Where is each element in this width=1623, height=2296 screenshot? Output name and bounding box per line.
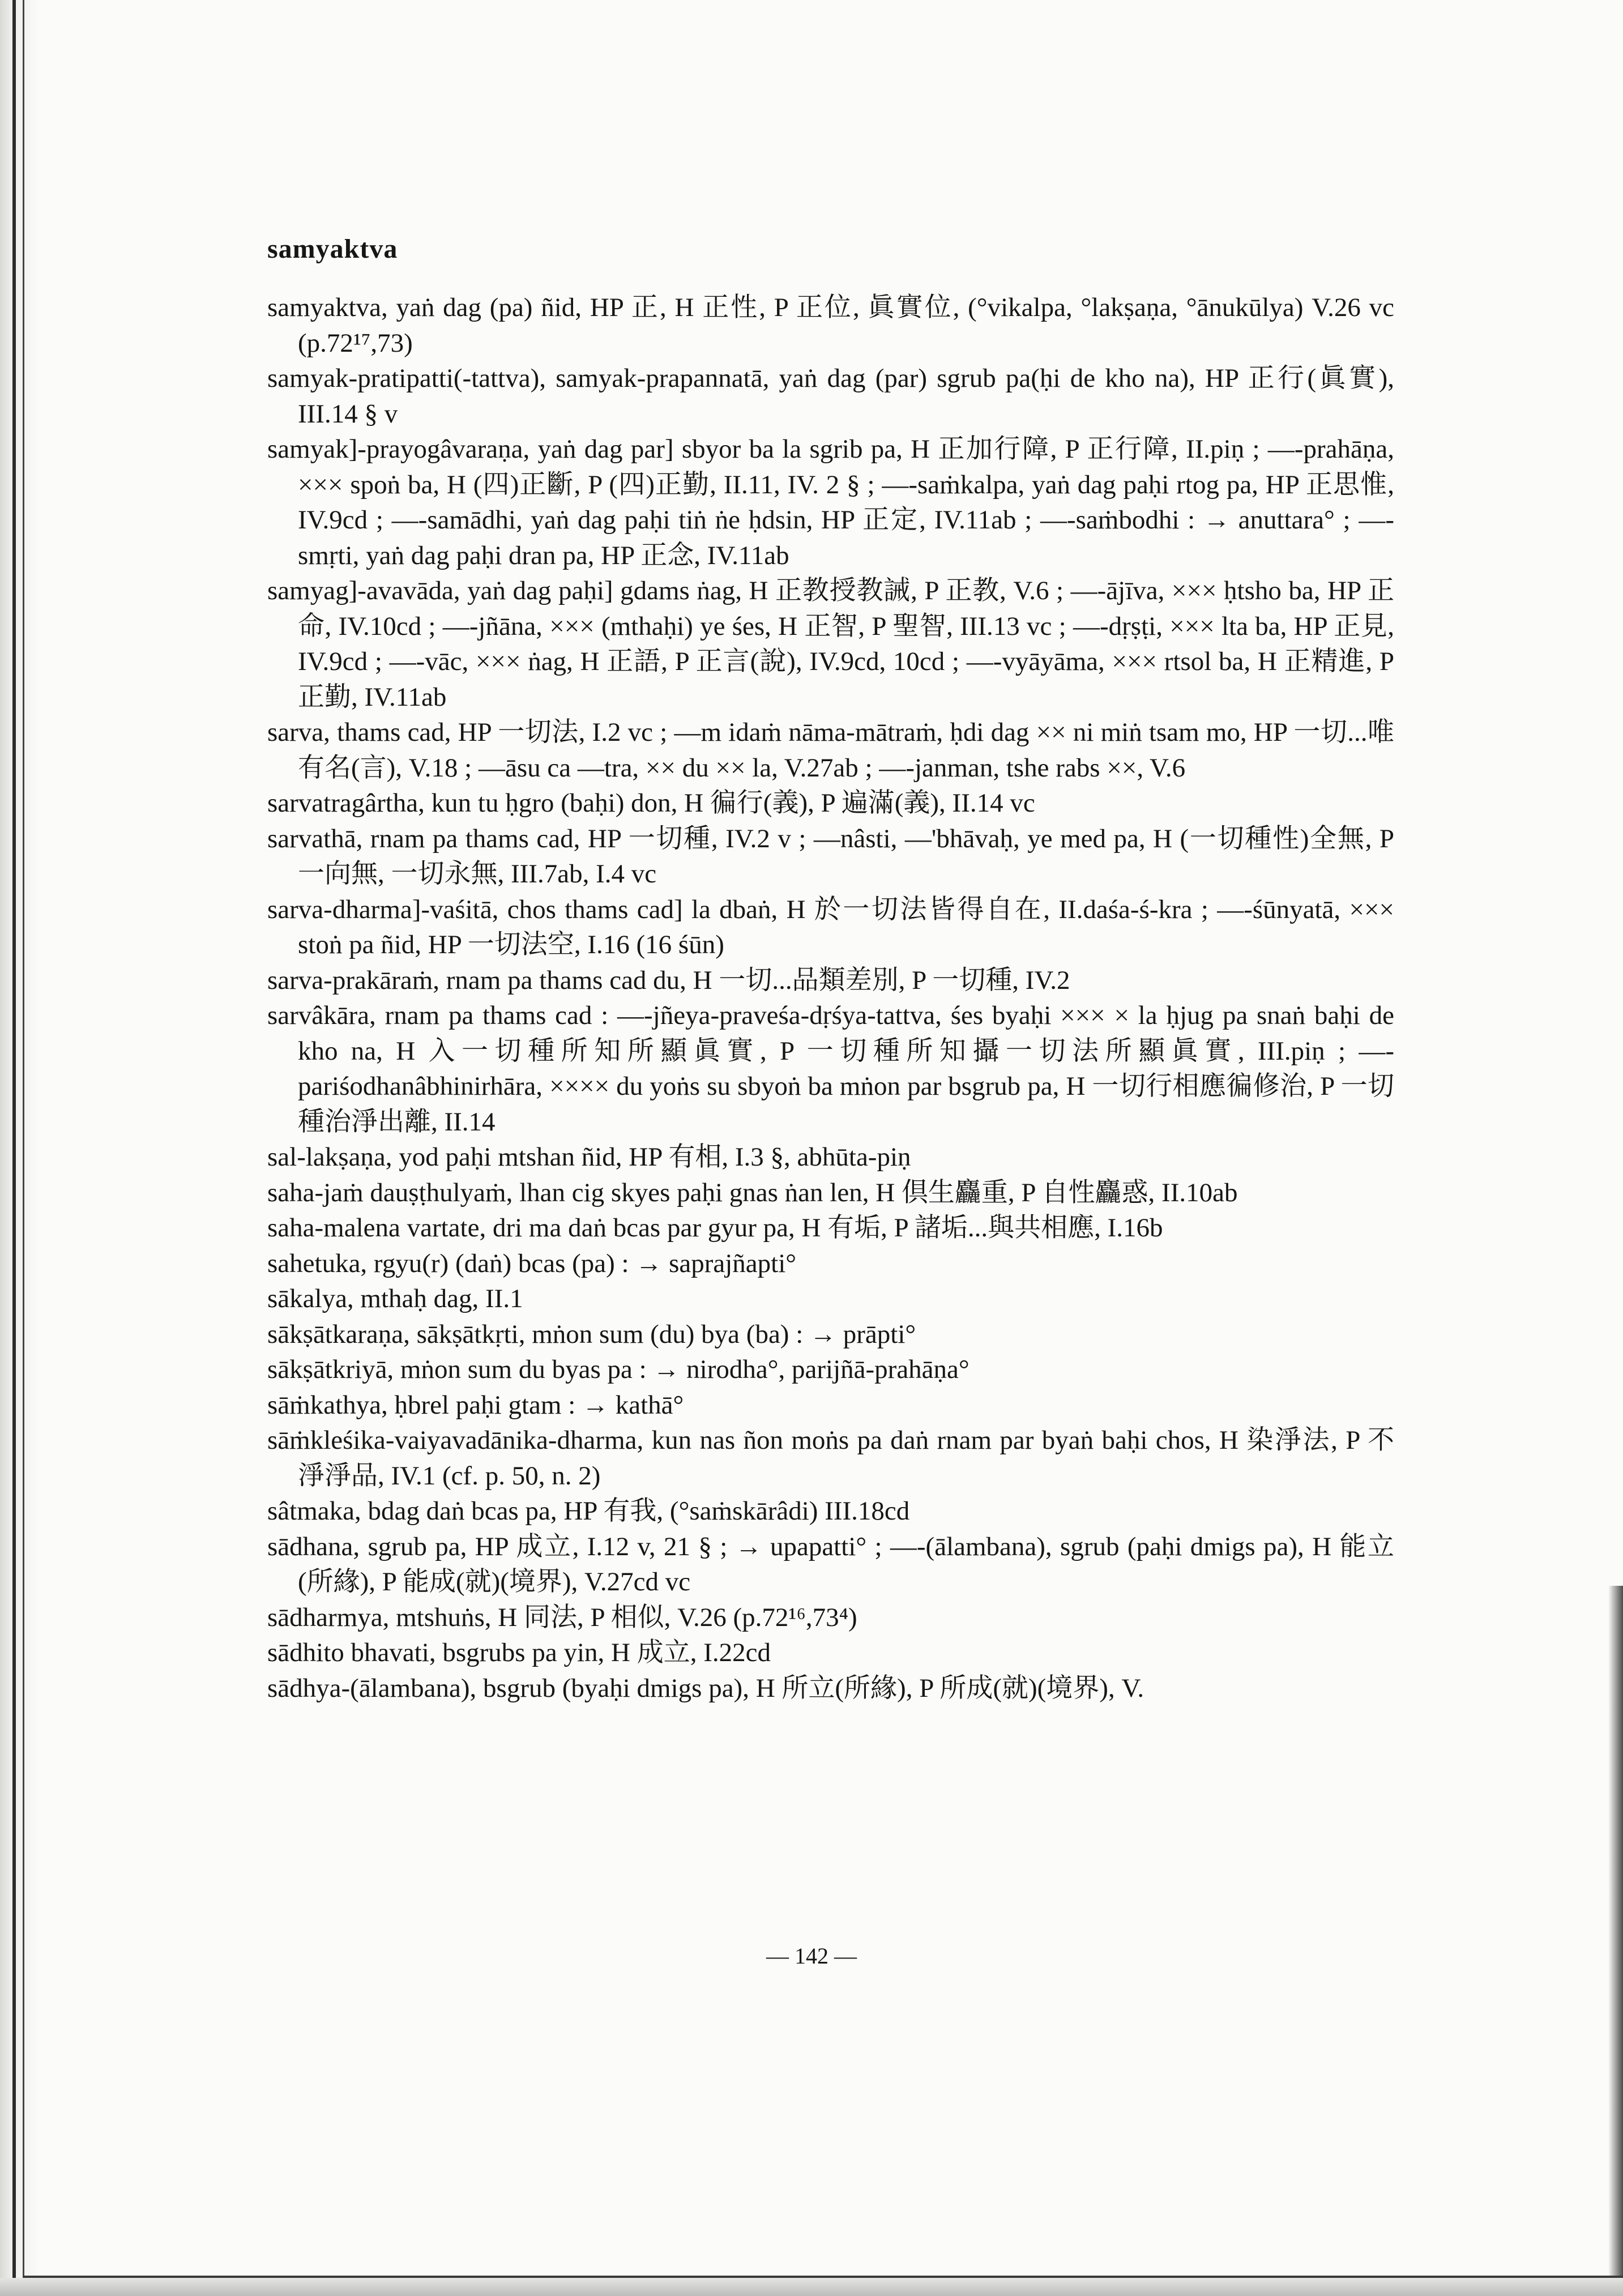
glossary-entry: sādhito bhavati, bsgrubs pa yin, H 成立, I.22cd [267, 1638, 771, 1667]
glossary-entry: sarva-prakāraṁ, rnam pa thams cad du, H 一切...品類差別, P 一切種, IV.2 [267, 965, 1070, 995]
glossary-entry: sahetuka, rgyu(r) (daṅ) bcas (pa) : → saprajñapti° [267, 1248, 797, 1278]
glossary-entry: samyak]-prayogâvaraṇa, yaṅ dag par] sbyor ba la sgrib pa, H 正加行障, P 正行障, II.piṇ ; —-prahāṇa, ××× spoṅ ba, H (四)正斷, P (四)正勤, II.11, IV. 2 § ; —-saṁkalpa, yaṅ dag paḥi rtog pa, HP 正思惟, IV.9cd ; —-samādhi, yaṅ dag paḥi tiṅ ṅe ḥdsin, HP 正定, IV.11ab ; —-saṁbodhi : → anuttara° ; —-smṛti, yaṅ dag paḥi dran pa, HP 正念, IV.11ab [267, 434, 1394, 570]
glossary-entry: sādhya-(ālambana), bsgrub (byaḥi dmigs pa), H 所立(所緣), P 所成(就)(境界), V. [267, 1673, 1144, 1703]
glossary-entry: samyak-pratipatti(-tattva), samyak-prapannatā, yaṅ dag (par) sgrub pa(ḥi de kho na), HP 正行(眞實), III.14 § v [267, 364, 1394, 429]
glossary-entry: sarvatragârtha, kun tu ḥgro (baḥi) don, H 徧行(義), P 遍滿(義), II.14 vc [267, 788, 1035, 818]
glossary-entry: sādhana, sgrub pa, HP 成立, I.12 v, 21 § ; → upapatti° ; —-(ālambana), sgrub (paḥi dmigs pa), H 能立(所緣), P 能成(就)(境界), V.27cd vc [267, 1531, 1394, 1597]
glossary-entry: saha-malena vartate, dri ma daṅ bcas par gyur pa, H 有垢, P 諸垢...與共相應, I.16b [267, 1213, 1163, 1243]
glossary-entry: sarva-dharma]-vaśitā, chos thams cad] la dbaṅ, H 於一切法皆得自在, II.daśa-ś-kra ; —-śūnyatā, ××× stoṅ pa ñid, HP 一切法空, I.16 (16 śūn) [267, 894, 1394, 959]
glossary-entry: sākṣātkaraṇa, sākṣātkṛti, mṅon sum (du) bya (ba) : → prāpti° [267, 1319, 916, 1349]
glossary-entry: sādharmya, mtshuṅs, H 同法, P 相似, V.26 (p.72¹⁶,73⁴) [267, 1602, 857, 1632]
glossary-entry: sal-lakṣaṇa, yod paḥi mtshan ñid, HP 有相, I.3 §, abhūta-piṇ [267, 1142, 911, 1172]
glossary-entry: sâtmaka, bdag daṅ bcas pa, HP 有我, (°saṁskārâdi) III.18cd [267, 1496, 910, 1526]
glossary-entries [267, 290, 1394, 1706]
page-edge-shadow [1608, 1586, 1623, 2282]
glossary-entry: samyaktva, yaṅ dag (pa) ñid, HP 正, H 正性, P 正位, 眞實位, (°vikalpa, °lakṣaṇa, °ānukūlya) V.26 vc (p.72¹⁷,73) [267, 293, 1394, 358]
glossary-entry: sāṁkathya, ḥbrel paḥi gtam : → kathā° [267, 1390, 684, 1420]
page-bottom-shadow [0, 2278, 1623, 2296]
glossary-entry: sākalya, mthaḥ dag, II.1 [267, 1284, 523, 1313]
glossary-entry: samyag]-avavāda, yaṅ dag paḥi] gdams ṅag, H 正教授教誡, P 正教, V.6 ; —-ājīva, ××× ḥtsho ba, HP 正命, IV.10cd ; —-jñāna, ××× (mthaḥi) ye śes, H 正智, P 聖智, III.13 vc ; —-dṛṣṭi, ××× lta ba, HP 正見, IV.9cd ; —-vāc, ××× ṅag, H 正語, P 正言(說), IV.9cd, 10cd ; —-vyāyāma, ××× rtsol ba, H 正精進, P 正勤, IV.11ab [267, 576, 1394, 712]
glossary-entry: saha-jaṁ dauṣṭhulyaṁ, lhan cig skyes paḥi gnas ṅan len, H 倶生麤重, P 自性麤惑, II.10ab [267, 1177, 1238, 1207]
page-number: — 142 — [766, 1943, 857, 1969]
running-header: samyaktva [267, 234, 398, 264]
glossary-entry: sarvathā, rnam pa thams cad, HP 一切種, IV.2 v ; —nâsti, —'bhāvaḥ, ye med pa, H (一切種性)全無, P 一向無, 一切永無, III.7ab, I.4 vc [267, 823, 1394, 889]
glossary-entry: sarva, thams cad, HP 一切法, I.2 vc ; —m idaṁ nāma-mātraṁ, ḥdi dag ×× ni miṅ tsam mo, HP 一切...唯有名(言), V.18 ; —āsu ca —tra, ×× du ×× la, V.27ab ; —-janman, tshe rabs ××, V.6 [267, 718, 1394, 783]
glossary-entry: sarvâkāra, rnam pa thams cad : —-jñeya-praveśa-dṛśya-tattva, śes byaḥi ××× × la ḥjug pa snaṅ baḥi de kho na, H 入一切種所知所顯眞實, P 一切種所知攝一切法所顯眞實, III.piṇ ; —-pariśodhanâbhinirhāra, ×××× du yoṅs su sbyoṅ ba mṅon par bsgrub pa, H 一切行相應徧修治, P 一切種治淨出離, II.14 [267, 1001, 1394, 1137]
glossary-entry: sākṣātkriyā, mṅon sum du byas pa : → nirodha°, parijñā-prahāṇa° [267, 1355, 969, 1384]
glossary-entry: sāṁkleśika-vaiyavadānika-dharma, kun nas ñon moṅs pa daṅ rnam par byaṅ baḥi chos, H 染淨法, P 不淨淨品, IV.1 (cf. p. 50, n. 2) [267, 1426, 1394, 1491]
